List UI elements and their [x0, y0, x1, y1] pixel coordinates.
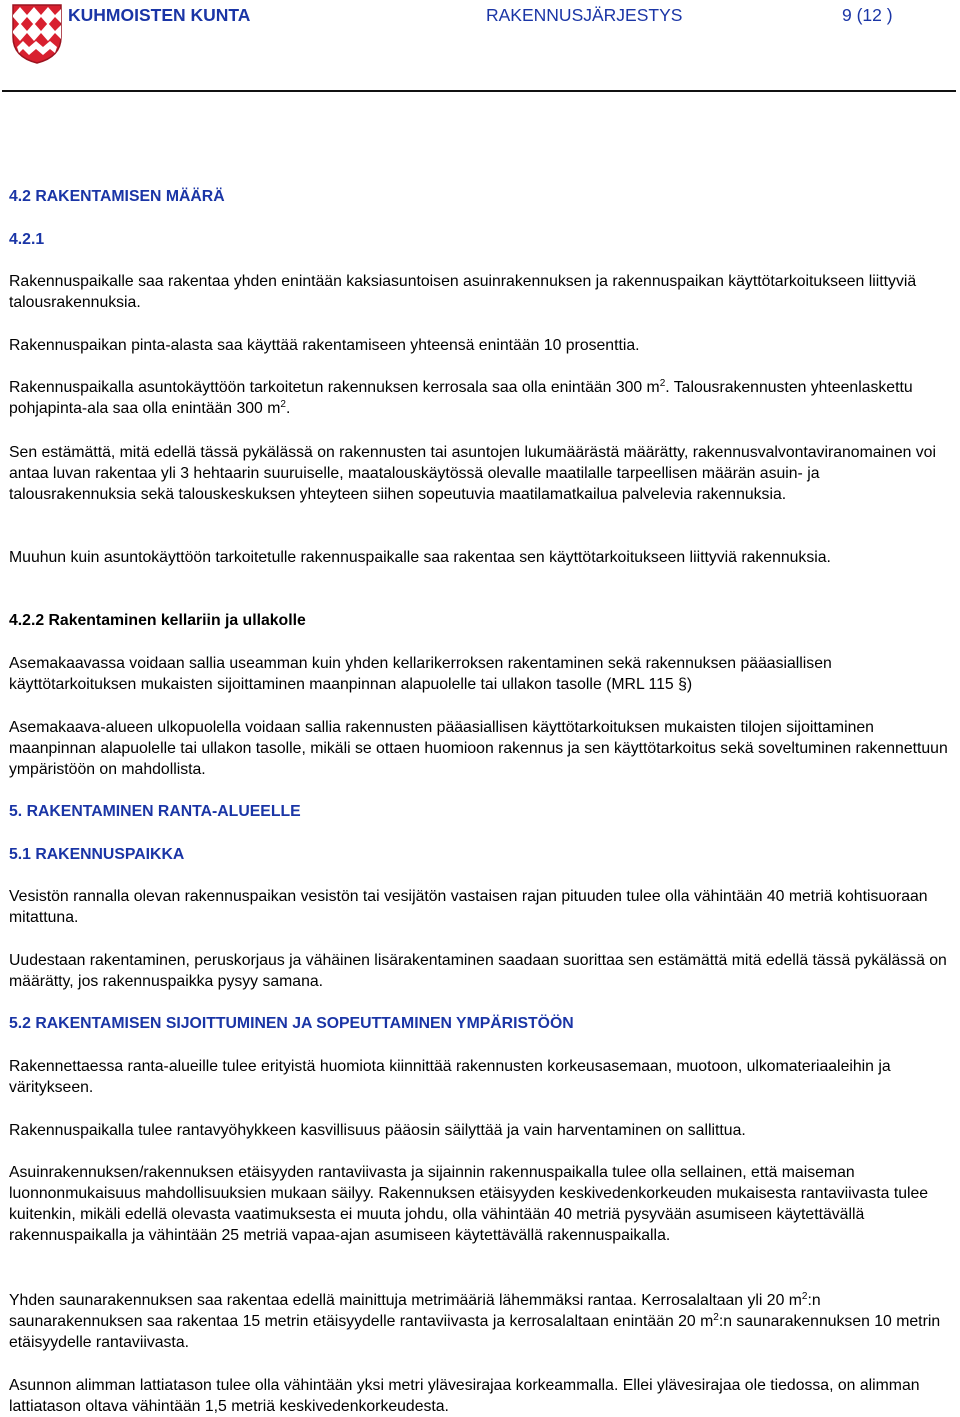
paragraph: Rakennuspaikalle saa rakentaa yhden enintään kaksiasuntoisen asuinrakennuksen ja rakennuspaikan käyttötarkoitukseen liittyviä talousrakennuksia.: [9, 273, 917, 311]
section-5-heading: 5. RAKENTAMINEN RANTA-ALUEELLE: [9, 803, 301, 820]
paragraph-sauna: Yhden saunarakennuksen saa rakentaa edellä mainittuja metrimääriä lähemmäksi rantaa. Kerrosalaltaan yli 20 $m^2:n$ saunarakennuksen saa rakentaa 15 metrin etäisyydelle rantaviivasta ja kerrosalaltaan enintään 20 $m^2:n$ saunarakennuksen 10 metrin etäisyydelle rantaviivasta.: [9, 1291, 941, 1351]
section-5-2-heading: 5.2 RAKENTAMISEN SIJOITTUMINEN JA SOPEUTTAMINEN YMPÄRISTÖÖN: [9, 1015, 574, 1032]
section-4-2-2-heading: 4.2.2 Rakentaminen kellariin ja ullakolle: [9, 612, 306, 629]
superscript: 2: [659, 378, 666, 389]
superscript: 2: [713, 1312, 719, 1323]
paragraph: Rakennuspaikalla tulee rantavyöhykkeen kasvillisuus pääosin säilyttää ja vain harventaminen on sallittua.: [9, 1122, 746, 1139]
superscript: 2: [280, 399, 286, 410]
paragraph: Vesistön rannalla olevan rakennuspaikan vesistön tai vesijätön vastaisen rajan pituuden tulee olla vähintään 40 metriä kohtisuoraan mitattuna.: [9, 888, 928, 926]
municipal-crest-logo: [11, 3, 63, 65]
superscript: 2: [801, 1291, 808, 1302]
section-4-2-1-heading: 4.2.1: [9, 231, 45, 248]
paragraph: Rakennettaessa ranta-alueille tulee erityistä huomiota kiinnittää rakennusten korkeusasemaan, muotoon, ulkomateriaaleihin ja väritykseen.: [9, 1058, 891, 1096]
paragraph: Rakennuspaikan pinta-alasta saa käyttää rakentamiseen yhteensä enintään 10 prosenttia.: [9, 337, 640, 354]
page-header: [0, 0, 960, 92]
paragraph: Asemakaava-alueen ulkopuolella voidaan sallia rakennusten pääasiallisen käyttötarkoituksen mukaisten tilojen sijoittaminen maanpinnan alapuolelle tai ullakon tasolle, mikäli se ottaen huomioon rakennus ja sen käyttötarkoitus sekä soveltuminen rakennettuun ympäristöön on mahdollista.: [9, 719, 948, 778]
paragraph-floor-area: Rakennuspaikalla asuntokäyttöön tarkoitetun rakennuksen kerrosala saa olla enintään 300 $m^2$. Talousrakennusten yhteenlaskettu pohjapinta-ala saa olla enintään 300 $m^2$.: [9, 378, 913, 417]
header-divider: [2, 90, 956, 92]
paragraph: Asemakaavassa voidaan sallia useamman kuin yhden kellarikerroksen rakentaminen sekä rakennuksen pääasiallisen käyttötarkoituksen mukaisten sijoittaminen maanpinnan alapuolelle tai ullakon tasolle (MRL 115 §): [9, 655, 832, 693]
paragraph: Asuinrakennuksen/rakennuksen etäisyyden rantaviivasta ja sijainnin rakennuspaikalla tulee olla sellainen, että maiseman luonnonmukaisuus mahdollisuuksien mukaan säilyy. Rakennuksen etäisyyden keskivedenkorkeuden mukaisesta rantaviivasta tulee kuitenkin, mikäli edellä olevasta vaatimuksesta ei muuta johdu, olla vähintään 40 metriä pysyvään asumiseen käytettävällä rakennuspaikalla ja vähintään 25 metriä vapaa-ajan asumiseen käytettävällä rakennuspaikalla.: [9, 1164, 929, 1244]
organization-name: KUHMOISTEN KUNTA: [68, 5, 251, 25]
paragraph: Sen estämättä, mitä edellä tässä pykälässä on rakennusten tai asuntojen lukumäärästä määrätty, rakennusvalvontaviranomainen voi antaa luvan rakentaa yli 3 hehtaarin suuruiselle, maatalouskäytössä olevalle maatilalle tarpeellisen määrän asuin- ja talousrakennuksia sekä talouskeskuksen yhteyteen siihen sopeutuvia maatilamatkailua palvelevia rakennuksia.: [9, 444, 936, 503]
document-title: RAKENNUSJÄRJESTYS: [486, 5, 683, 25]
section-4-2-heading: 4.2 RAKENTAMISEN MÄÄRÄ: [9, 188, 225, 205]
paragraph: Uudestaan rakentaminen, peruskorjaus ja vähäinen lisärakentaminen saadaan suorittaa sen estämättä mitä edellä tässä pykälässä on määrätty, jos rakennuspaikka pysyy samana.: [9, 952, 947, 990]
page-number: 9 (12 ): [842, 5, 893, 25]
paragraph: Muuhun kuin asuntokäyttöön tarkoitetulle rakennuspaikalle saa rakentaa sen käyttötarkoitukseen liittyviä rakennuksia.: [9, 549, 831, 566]
section-5-1-heading: 5.1 RAKENNUSPAIKKA: [9, 846, 185, 863]
paragraph: Asunnon alimman lattiatason tulee olla vähintään yksi metri ylävesirajaa korkeammalla. Ellei ylävesirajaa ole tiedossa, on alimman lattiatason oltava vähintään 1,5 metriä keskivedenkorkeudesta.: [9, 1377, 920, 1415]
